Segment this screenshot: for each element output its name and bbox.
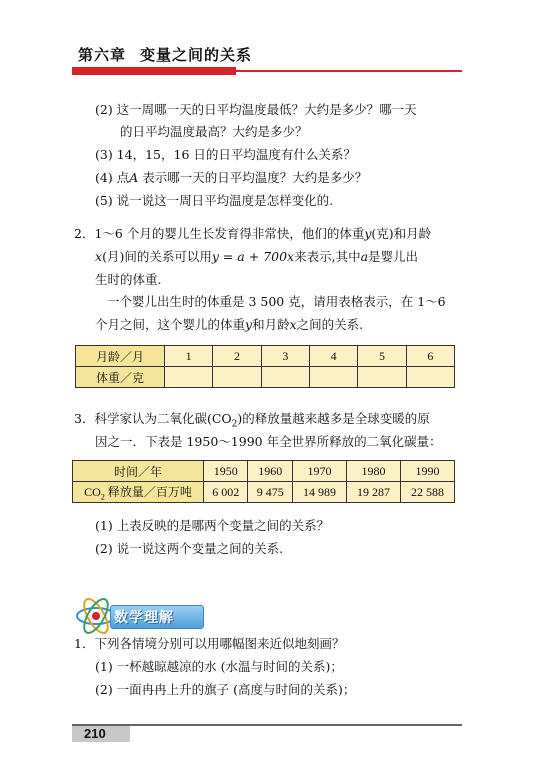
table-cell: 4	[309, 346, 357, 367]
table-cell	[165, 367, 213, 388]
q2-line5-b: 和月龄	[252, 317, 290, 332]
weight-table-weight-header: 体重／克	[76, 367, 165, 388]
table-cell: 1990	[400, 461, 454, 482]
q3-sub2: (2) 说一说这两个变量之间的关系.	[95, 541, 284, 556]
table-cell: 19 287	[346, 482, 400, 503]
understanding-s2: (2) 一面冉冉上升的旗子 (高度与时间的关系)；	[95, 682, 356, 697]
q2-line2-x: x	[95, 249, 103, 264]
q3-line1-sub: 2	[231, 419, 238, 430]
table-cell	[309, 367, 357, 388]
page-number: 210	[84, 726, 106, 741]
co2-table	[72, 460, 455, 503]
q2-line3: 生时的体重.	[95, 272, 162, 287]
table-cell	[261, 367, 309, 388]
q2-line5	[95, 317, 363, 333]
section-title: 数学理解	[114, 610, 174, 626]
q1-part4-var: A	[129, 170, 139, 185]
table-cell: 5	[358, 346, 406, 367]
table-cell: 1950	[204, 461, 248, 482]
q2-line2-c: 是婴儿出	[368, 249, 419, 264]
q2-line1-y: y	[364, 226, 372, 241]
chapter-title: 变量之间的关系	[140, 46, 253, 64]
table-cell: 1970	[292, 461, 346, 482]
table-cell	[358, 367, 406, 388]
table-cell: 22 588	[400, 482, 454, 503]
q3-line1	[74, 411, 430, 433]
co2-label-a: CO	[84, 484, 101, 499]
co2-label-b: 释放量／百万吨	[104, 484, 192, 499]
chapter-label: 第六章	[78, 46, 127, 64]
q2-line5-c: 之间的关系.	[296, 317, 364, 332]
chapter-header	[78, 44, 252, 65]
table-row	[76, 367, 455, 388]
understanding-q1: 1．下列各情境分别可以用哪幅图来近似地刻画？	[74, 636, 345, 651]
header-rule	[236, 70, 462, 72]
q1-part5: (5) 说一说这一周日平均温度是怎样变化的.	[95, 193, 334, 208]
footer-rule	[72, 724, 462, 726]
weight-table-month-header: 月龄／月	[76, 346, 165, 367]
table-cell: 1980	[346, 461, 400, 482]
co2-table-emission-header	[73, 482, 204, 503]
q3-sub1: (1) 上表反映的是哪两个变量之间的关系？	[95, 518, 330, 533]
co2-label-sub: 2	[100, 492, 105, 502]
q2-line4: 一个婴儿出生时的体重是 3 500 克，请用表格表示，在 1～6	[107, 294, 446, 309]
q2-line2-b: 来表示,其中	[294, 249, 361, 264]
table-cell: 2	[213, 346, 261, 367]
q2-line1	[74, 226, 431, 242]
q2-line1-b: (克)和月龄	[371, 226, 432, 241]
understanding-s1: (1) 一杯越晾越凉的水 (水温与时间的关系)；	[95, 659, 343, 674]
q1-part2-line1: (2) 这一周哪一天的日平均温度最低？大约是多少？哪一天	[95, 102, 417, 117]
table-row	[73, 461, 455, 482]
q2-formula: y = a + 700x	[211, 249, 295, 264]
table-row	[76, 346, 455, 367]
table-cell: 1960	[248, 461, 292, 482]
q1-part4-pre: (4) 点	[95, 170, 130, 185]
q2-line2-a: (月)间的关系可以用	[102, 249, 212, 264]
table-cell: 3	[261, 346, 309, 367]
q2-line5-a: 个月之间，这个婴儿的体重	[95, 317, 246, 332]
co2-table-year-header: 时间／年	[73, 461, 204, 482]
table-cell: 14 989	[292, 482, 346, 503]
q3-line2: 因之一．下表是 1950～1990 年全世界所释放的二氧化碳量：	[95, 434, 442, 449]
q1-part4	[95, 170, 367, 186]
header-red-bar	[72, 67, 236, 75]
q2-line5-y: y	[245, 317, 253, 332]
table-cell	[406, 367, 454, 388]
q2-line2-a-var: a	[360, 249, 369, 264]
table-cell	[213, 367, 261, 388]
table-cell: 6 002	[204, 482, 248, 503]
q1-part3: (3) 14，15，16 日的日平均温度有什么关系？	[95, 147, 356, 162]
q1-part2-line2: 的日平均温度最高？大约是多少？	[120, 124, 308, 139]
table-cell: 9 475	[248, 482, 292, 503]
table-cell: 1	[165, 346, 213, 367]
q2-line5-x: x	[289, 317, 297, 332]
q2-line1-a: 2．1～6 个月的婴儿生长发育得非常快，他们的体重	[74, 226, 365, 241]
q1-part4-post: 表示哪一天的日平均温度？大约是多少？	[138, 170, 368, 185]
table-row	[73, 482, 455, 503]
q2-line2	[95, 249, 418, 265]
table-cell: 6	[406, 346, 454, 367]
section-badge	[74, 596, 204, 632]
q3-line1-b: )的释放量越来越多是全球变暖的原	[237, 411, 430, 426]
q3-line1-a: 3．科学家认为二氧化碳(CO	[74, 411, 232, 426]
weight-table	[75, 345, 455, 388]
